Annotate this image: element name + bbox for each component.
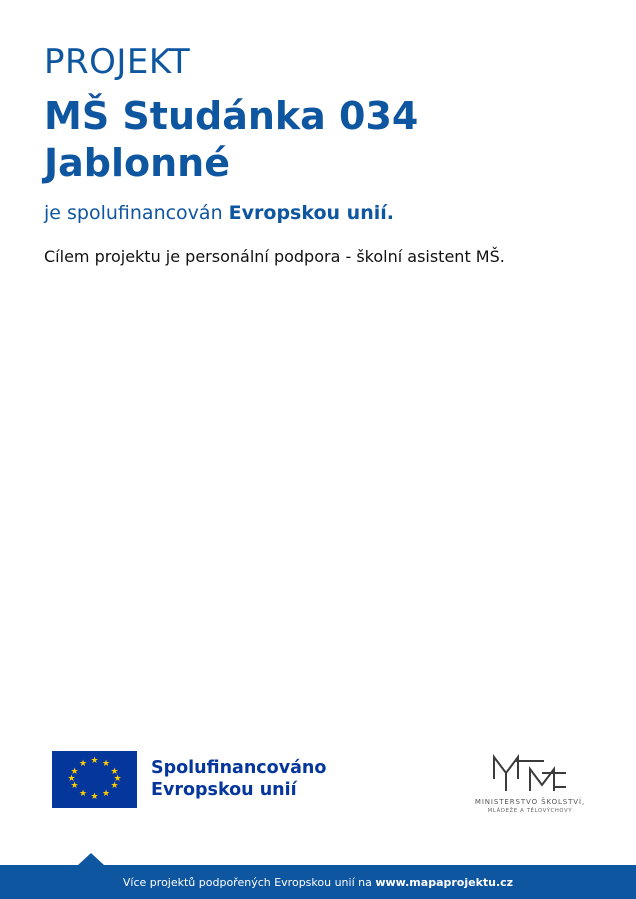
poster-subtitle [44, 202, 592, 224]
footer-bar [0, 865, 636, 899]
eu-logo [52, 751, 326, 808]
subtitle-plain-text: je spolufinancován [44, 202, 229, 225]
poster-kicker: PROJEKT [44, 42, 191, 82]
eu-logo-text [151, 758, 326, 802]
footer-text-before: Více projektů podpořených Evropskou unií na [122, 875, 376, 889]
msmt-logo-line2: MLÁDEŽE A TĚLOVÝCHOVY [487, 808, 573, 814]
poster-description: Cílem projektu je personální podpora - školní asistent MŠ. [44, 247, 505, 267]
logos-row [0, 751, 636, 821]
page-title: MŠ Studánka 034 Jablonné [44, 94, 419, 185]
subtitle-strong-text: Evropskou unií. [228, 202, 394, 225]
footer-notch [78, 853, 104, 865]
poster-content [44, 44, 592, 269]
msmt-logo [460, 753, 600, 814]
footer-url[interactable]: www.mapaprojektu.cz [375, 875, 514, 889]
eu-logo-line1: Spolufinancováno [151, 757, 327, 778]
eu-logo-line2: Evropskou unií [151, 779, 297, 800]
msmt-logo-line1: MINISTERSTVO ŠKOLSTVÍ, [474, 798, 586, 806]
footer-text [123, 876, 513, 889]
msmt-monogram-icon [486, 753, 574, 795]
eu-flag-icon: ★ ★ ★ ★ ★ ★ ★ ★ ★ ★ ★ ★ [52, 751, 137, 808]
